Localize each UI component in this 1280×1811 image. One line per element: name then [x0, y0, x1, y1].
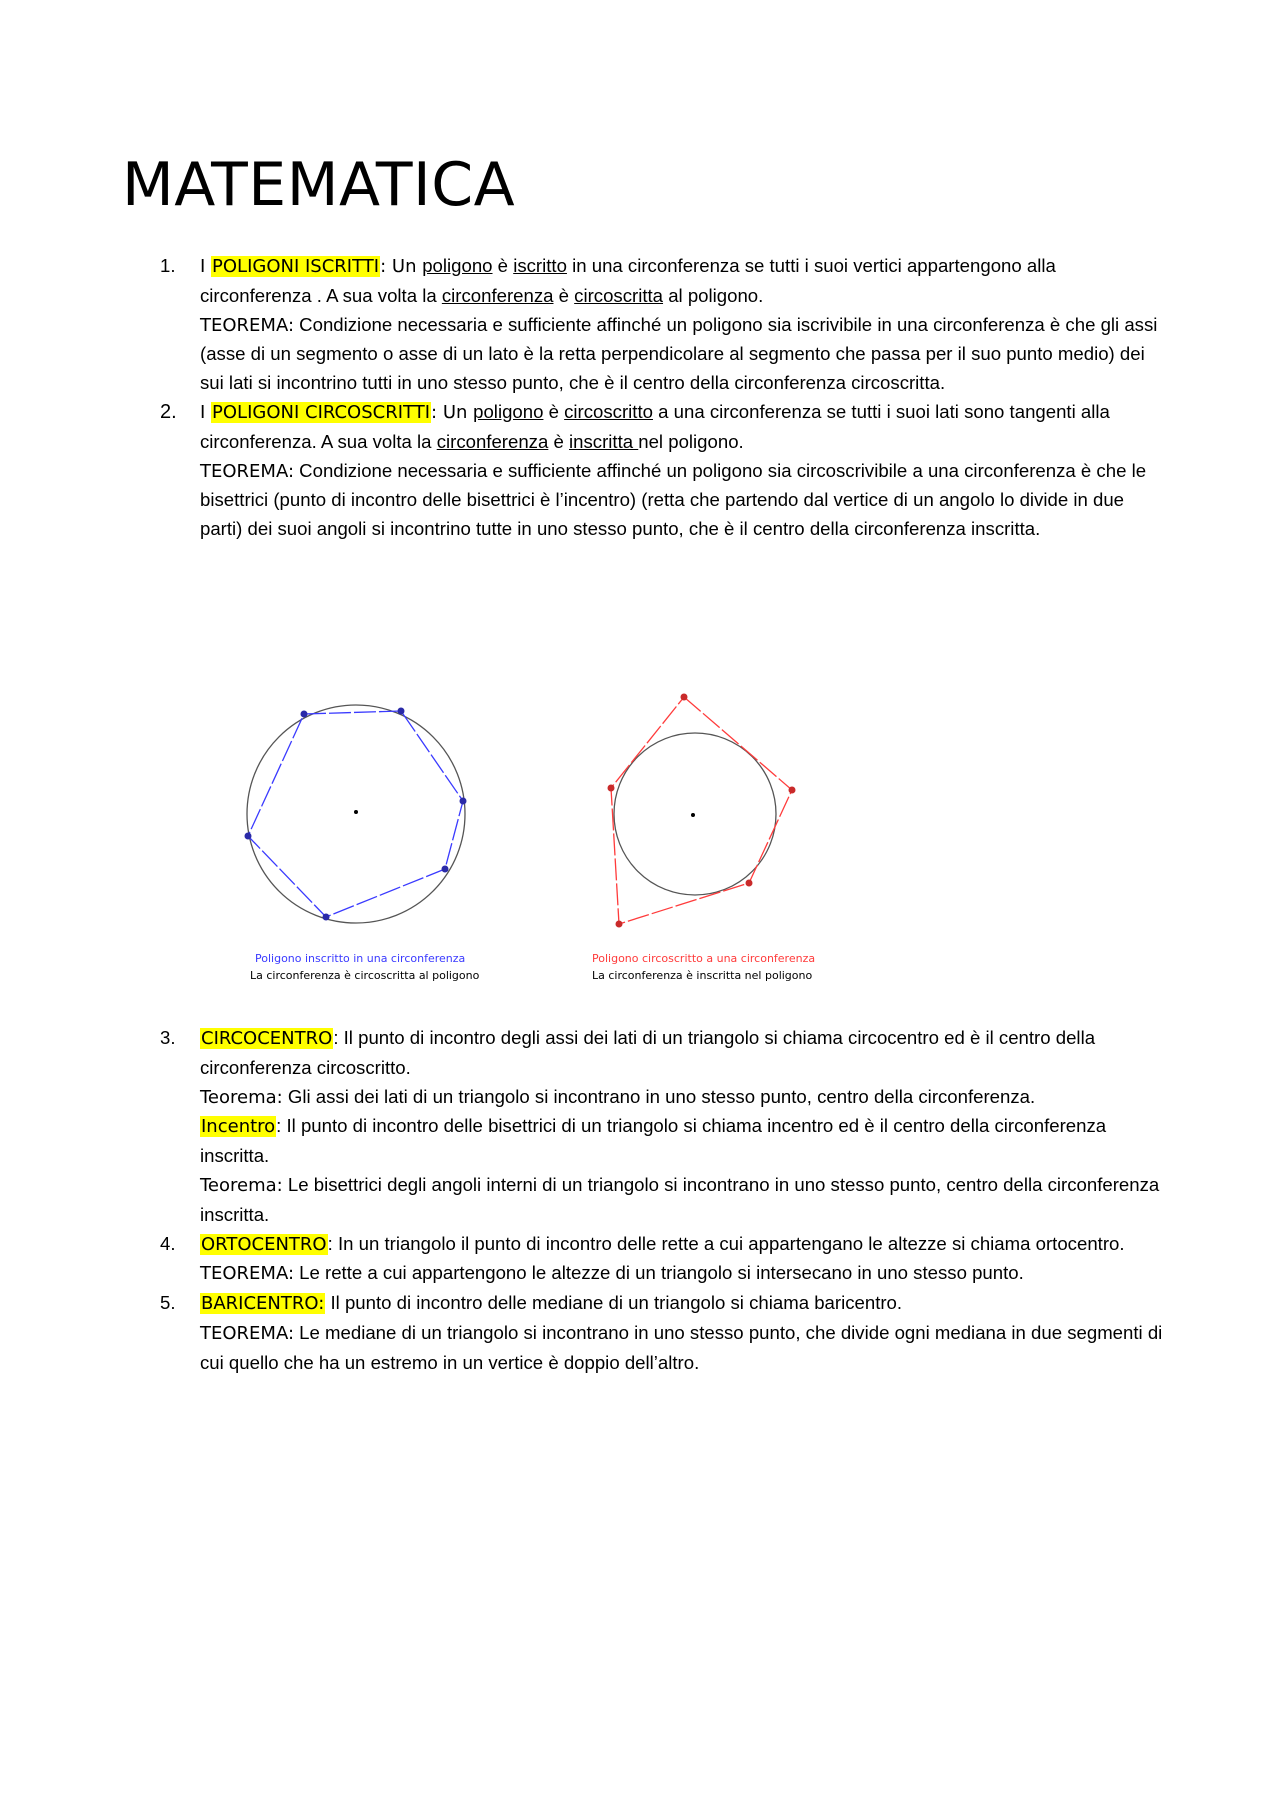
figure-caption-inscribed-1: Poligono inscritto in una circonferenza: [255, 952, 466, 965]
list-item-baricentro: [0, 1289, 1280, 1377]
theorem-paragraph: TEOREMA: Le rette a cui appartengono le altezze di un triangolo si intersecano in uno stesso punto.: [200, 1262, 1024, 1285]
highlighted-term: POLIGONI CIRCOSCRITTI: [212, 401, 431, 423]
definition-paragraph: I POLIGONI ISCRITTI: Un poligono è iscritto in una circonferenza se tutti i suoi vertici appartengono alla circonferenza . A sua volta la circonferenza è circoscritta al poligono.: [200, 255, 1056, 306]
figure-caption-circumscribed-1: Poligono circoscritto a una circonferenza: [592, 952, 816, 965]
topic-list-part-2: [0, 1024, 1280, 1378]
list-item-ortocentro: [0, 1230, 1280, 1290]
topic-list-part-1: [0, 252, 1280, 544]
list-number: 3.: [160, 1027, 176, 1048]
vertex-point: [442, 866, 449, 873]
definition-paragraph: I POLIGONI CIRCOSCRITTI: Un poligono è circoscritto a una circonferenza se tutti i suoi lati sono tangenti alla circonferenza. A sua volta la circonferenza è inscritta nel poligono.: [200, 400, 1110, 452]
list-item-circocentro: [0, 1024, 1280, 1230]
underlined-term: circoscritto: [564, 400, 653, 422]
theorem-paragraph: TEOREMA: Le mediane di un triangolo si incontrano in uno stesso punto, che divide ogni mediana in due segmenti di cui quello che ha un estremo in un vertice è doppio dell’altro.: [200, 1321, 1163, 1373]
underlined-term: inscritta: [569, 430, 639, 452]
highlighted-term: CIRCOCENTRO: [201, 1028, 333, 1049]
highlighted-term: ORTOCENTRO: [201, 1233, 327, 1255]
vertex-point: [301, 711, 308, 718]
theorem-paragraph: TEOREMA: Condizione necessaria e sufficiente affinché un poligono sia iscrivibile in una circonferenza è che gli assi (asse di un segmento o asse di un lato è la retta perpendicolare al segmento che passa per il suo punto medio) dei sui lati si incontrino tutti in uno stesso punto, che è il centro della circonferenza circoscritta.: [200, 313, 1158, 394]
theorem-label: Teorema:: [200, 1086, 283, 1108]
underlined-term: iscritto: [513, 255, 567, 276]
circumscribed-polygon-figure: [608, 694, 796, 928]
highlighted-term: POLIGONI ISCRITTI: [212, 256, 380, 277]
theorem-label: TEOREMA:: [200, 1322, 295, 1344]
circumscribed-pentagon: [611, 697, 792, 924]
definition-paragraph: Incentro: Il punto di incontro delle bisettrici di un triangolo si chiama incentro ed è il centro della circonferenza inscritta.: [200, 1115, 1107, 1167]
underlined-term: poligono: [473, 400, 544, 422]
inscribed-circle: [614, 733, 776, 895]
vertex-point: [681, 694, 688, 701]
figure-caption-inscribed-2: La circonferenza è circoscritta al poligono: [250, 969, 480, 982]
list-number: 5.: [160, 1292, 176, 1314]
theorem-paragraph: Teorema: Le bisettrici degli angoli interni di un triangolo si incontrano in uno stesso punto, centro della circonferenza inscritta.: [200, 1173, 1160, 1225]
definition-paragraph: CIRCOCENTRO: Il punto di incontro degli assi dei lati di un triangolo si chiama circocentro ed è il centro della circonferenza circoscritto.: [200, 1027, 1096, 1078]
theorem-paragraph: Teorema: Gli assi dei lati di un triangolo si incontrano in uno stesso punto, centro della circonferenza.: [200, 1085, 1036, 1108]
underlined-term: circonferenza: [436, 430, 549, 452]
vertex-point: [460, 798, 467, 805]
figure-caption-circumscribed-2: La circonferenza è inscritta nel poligono: [592, 969, 813, 982]
vertex-point: [245, 833, 252, 840]
theorem-label: TEOREMA:: [200, 1263, 295, 1285]
highlighted-term: BARICENTRO:: [201, 1293, 325, 1315]
list-item-poligoni-circoscritti: [0, 398, 1280, 544]
theorem-label: Teorema:: [200, 1174, 283, 1196]
definition-paragraph: ORTOCENTRO: In un triangolo il punto di incontro delle rette a cui appartengano le altezze si chiama ortocentro.: [201, 1232, 1125, 1255]
geometry-figures: [228, 670, 848, 1000]
center-point: [691, 813, 695, 817]
inscribed-polygon-figure: [245, 705, 467, 923]
underlined-term: circonferenza: [441, 284, 554, 306]
vertex-point: [616, 921, 623, 928]
vertex-point: [323, 914, 330, 921]
vertex-point: [398, 708, 405, 715]
highlighted-term: Incentro: [201, 1116, 276, 1138]
list-number: 1.: [160, 255, 176, 276]
vertex-point: [746, 880, 753, 887]
center-point: [354, 810, 358, 814]
inscribed-hexagon: [248, 711, 463, 917]
underlined-term: poligono: [422, 255, 493, 276]
list-item-poligoni-iscritti: [0, 252, 1280, 398]
theorem-label: TEOREMA:: [200, 314, 295, 336]
vertex-point: [789, 787, 796, 794]
list-number: 2.: [160, 400, 177, 423]
page-title: MATEMATICA: [122, 150, 516, 220]
vertex-point: [608, 785, 615, 792]
definition-paragraph: BARICENTRO: Il punto di incontro delle mediane di un triangolo si chiama baricentro.: [201, 1292, 903, 1315]
underlined-term: circoscritta: [574, 284, 664, 306]
theorem-paragraph: TEOREMA: Condizione necessaria e sufficiente affinché un poligono sia circoscrivibile a una circonferenza è che le bisettrici (punto di incontro delle bisettrici è l’incentro) (retta che partendo dal vertice di un angolo lo divide in due parti) dei suoi angoli si incontrino tutte in uno stesso punto, che è il centro della circonferenza inscritta.: [200, 459, 1147, 540]
list-number: 4.: [160, 1232, 176, 1254]
theorem-label: TEOREMA:: [200, 460, 295, 482]
